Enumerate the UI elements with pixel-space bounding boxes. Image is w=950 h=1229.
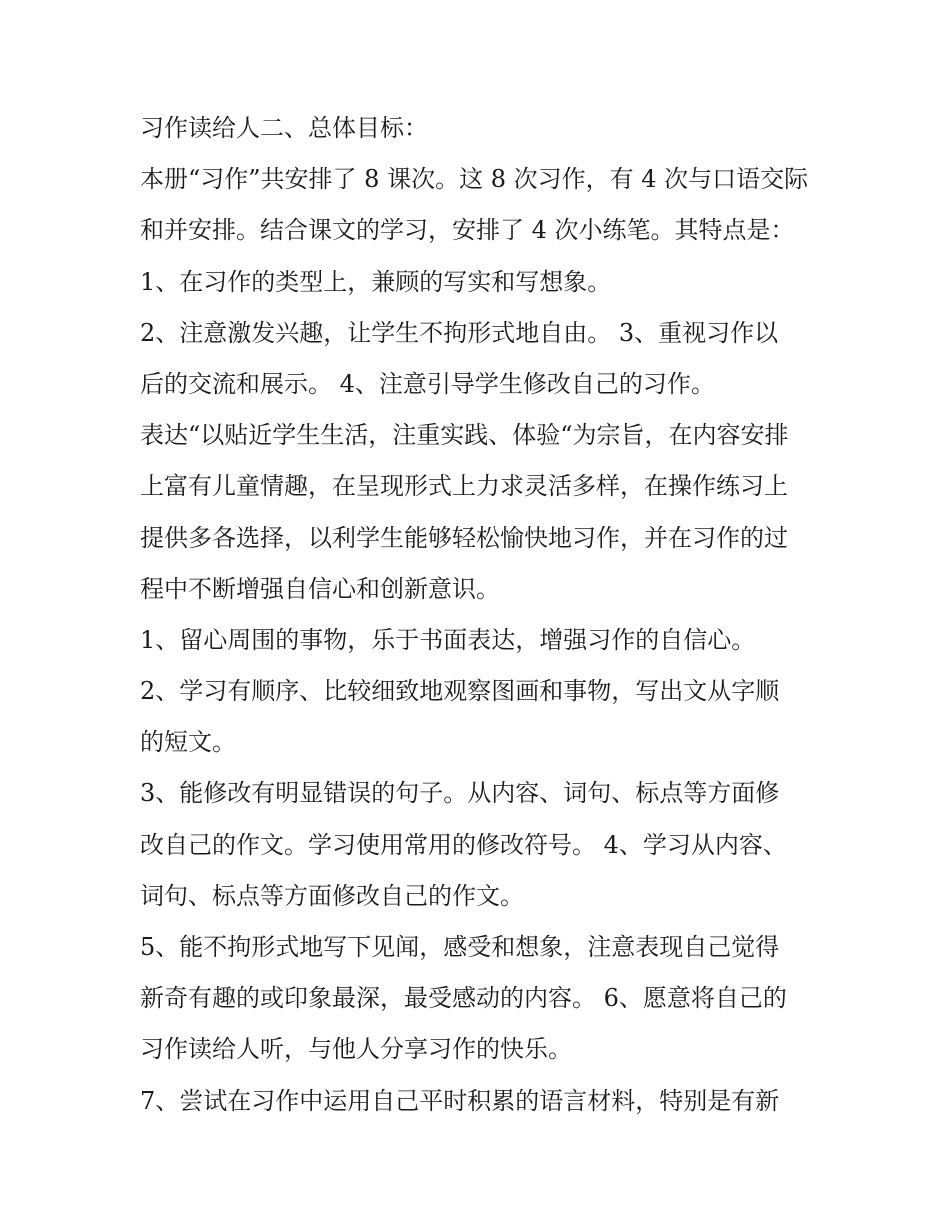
- text-line: 改自己的作文。学习使用常用的修改符号。 4、学习从内容、: [140, 830, 787, 859]
- document-body: [140, 103, 820, 1127]
- text-line: 1、在习作的类型上，兼顾的写实和写想象。: [140, 267, 612, 296]
- text-line: 新奇有趣的或印象最深，最受感动的内容。 6、愿意将自己的: [140, 984, 787, 1013]
- text-line: 1、留心周围的事物，乐于书面表达，增强习作的自信心。: [140, 625, 756, 654]
- text-line: 上富有儿童情趣，在呈现形式上力求灵活多样，在操作练习上: [140, 472, 788, 501]
- text-line: 5、能不拘形式地写下见闻，感受和想象，注意表现自己觉得: [140, 933, 780, 961]
- text-line: 提供多各选择，以利学生能够轻松愉快地习作，并在习作的过: [140, 523, 788, 552]
- text-line: 7、尝试在习作中运用自己平时积累的语言材料，特别是有新: [140, 1086, 780, 1115]
- text-line: 2、注意激发兴趣，让学生不拘形式地自由。 3、重视习作以: [140, 318, 779, 347]
- text-line: 的短文。: [140, 728, 236, 757]
- text-line: 和并安排。结合课文的学习，安排了 4 次小练笔。其特点是：: [140, 216, 795, 245]
- text-line: 2、学习有顺序、比较细致地观察图画和事物，写出文从字顺: [140, 677, 780, 706]
- text-line: 习作读给人听，与他人分享习作的快乐。: [140, 1035, 572, 1064]
- text-line: 词句、标点等方面修改自己的作文。: [140, 881, 524, 910]
- text-line: 习作读给人二、总体目标：: [140, 114, 428, 142]
- text-line: 程中不断增强自信心和创新意识。: [140, 574, 500, 603]
- text-line: 后的交流和展示。 4、注意引导学生修改自己的习作。: [140, 369, 715, 398]
- text-line: 表达“以贴近学生生活，注重实践、体验“为宗旨，在内容安排: [140, 421, 789, 450]
- text-line: 3、能修改有明显错误的句子。从内容、词句、标点等方面修: [140, 779, 780, 808]
- text-line: 本册“习作”共安排了 8 课次。这 8 次习作，有 4 次与口语交际: [140, 165, 809, 194]
